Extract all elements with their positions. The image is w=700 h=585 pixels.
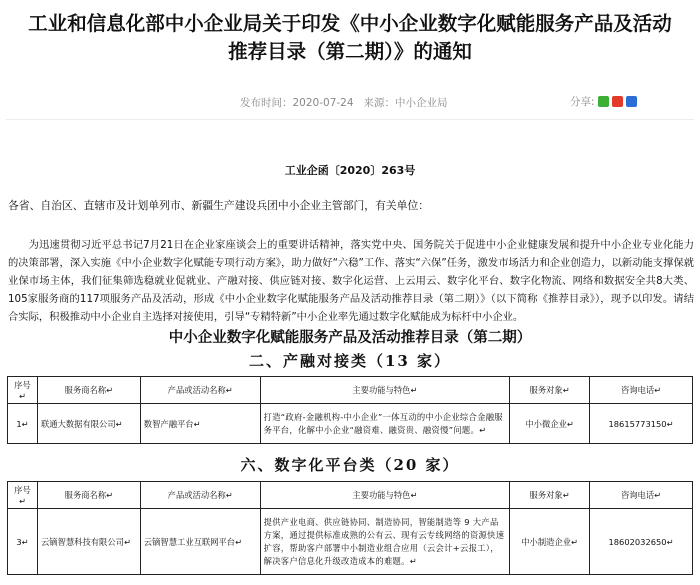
row-provider: 联通大数据有限公司↵ (37, 404, 140, 444)
article-title-line-1: 工业和信息化部中小企业局关于印发《中小企业数字化赋能服务产品及活动 (28, 12, 672, 35)
row-provider: 云镝智慧科技有限公司↵ (37, 509, 140, 575)
document-number: 工业企函〔2020〕263号 (284, 164, 416, 177)
header-provider: 服务商名称↵ (37, 377, 140, 404)
row-no: 1↵ (8, 404, 38, 444)
row-phone: 18602032650↵ (590, 509, 693, 575)
header-target: 服务对象↵ (510, 377, 590, 404)
weibo-icon[interactable] (612, 96, 623, 107)
publish-time: 发布时间：2020-07-24 (240, 97, 354, 109)
body-paragraph: 为迅速贯彻习近平总书记7月21日在企业家座谈会上的重要讲话精神，落实党中央、国务院关于促进中小企业健康发展和提升中小企业专业化能力的决策部署，深入实施《中小企业数字化赋能专项行动方案》，助力做好“六稳”工作、落实“六保”任务，激发市场活力和企业创造力，以新动能支撑保就业保市场主体，我们征集筛选稳就业促就业、产融对接、供应链对接、数字化运营、上云用云、数字化平台、数字化物流、网络和数据安全共8大类、105家服务商的117项服务产品及活动，形成《中小企业数字化赋能服务产品及活动推荐目录（第二期）》（以下简称《推荐目录》），现予以印发。请结合实际，积极推动中小企业自主选择对接使用，引导“专精特新”中小企业率先通过数字化赋能成为标杆中小企业。 (8, 239, 694, 323)
header-product: 产品或活动名称↵ (140, 377, 260, 404)
qq-icon[interactable] (626, 96, 637, 107)
article-title (0, 10, 700, 66)
catalog-title: 中小企业数字化赋能服务产品及活动推荐目录（第二期） (168, 330, 532, 346)
table-row (8, 509, 693, 575)
header-phone: 咨询电话↵ (590, 377, 693, 404)
row-target: 中小微企业↵ (510, 404, 590, 444)
row-features: 打造“政府-金融机构-中小企业”一体互动的中小企业综合金融服务平台，化解中小企业“融资难、融资贵、融资慢”问题。↵ (260, 404, 510, 444)
row-product: 云镝智慧工业互联网平台↵ (140, 509, 260, 575)
share-label: 分享: (570, 96, 595, 108)
row-product: 数智产融平台↵ (140, 404, 260, 444)
article-source: 来源：中小企业局 (363, 97, 448, 109)
table-row (8, 404, 693, 444)
divider (6, 119, 694, 120)
table-header-row (8, 482, 693, 509)
header-target: 服务对象↵ (510, 482, 590, 509)
header-no: 序号↵ (8, 482, 38, 509)
row-target: 中小制造企业↵ (510, 509, 590, 575)
section-heading-digital-platform: 六、数字化平台类（20 家） (240, 456, 460, 474)
article-meta (240, 95, 448, 110)
share-bar (570, 94, 637, 109)
header-no: 序号↵ (8, 377, 38, 404)
article-title-line-2: 推荐目录（第二期）》的通知 (228, 40, 472, 63)
salutation: 各省、自治区、直辖市及计划单列市、新疆生产建设兵团中小企业主管部门，有关单位： (8, 199, 430, 212)
wechat-icon[interactable] (598, 96, 609, 107)
table-header-row (8, 377, 693, 404)
row-features: 提供产业电商、供应链协同、制造协同，智能制造等 9 大产品方案，通过提供标准成熟的公有云、现有云专线网络的资源快速扩容，帮助客户部署中小制造业组合应用（云会计+云报工），解决客户信息化升级改造成本的难题。↵ (260, 509, 510, 575)
header-provider: 服务商名称↵ (37, 482, 140, 509)
header-features: 主要功能与特色↵ (260, 482, 510, 509)
header-product: 产品或活动名称↵ (140, 482, 260, 509)
industry-finance-table (7, 376, 693, 444)
header-phone: 咨询电话↵ (590, 482, 693, 509)
row-phone: 18615773150↵ (590, 404, 693, 444)
header-features: 主要功能与特色↵ (260, 377, 510, 404)
row-no: 3↵ (8, 509, 38, 575)
digital-platform-table (7, 481, 693, 575)
section-heading-industry-finance: 二、产融对接类（13 家） (248, 352, 452, 370)
